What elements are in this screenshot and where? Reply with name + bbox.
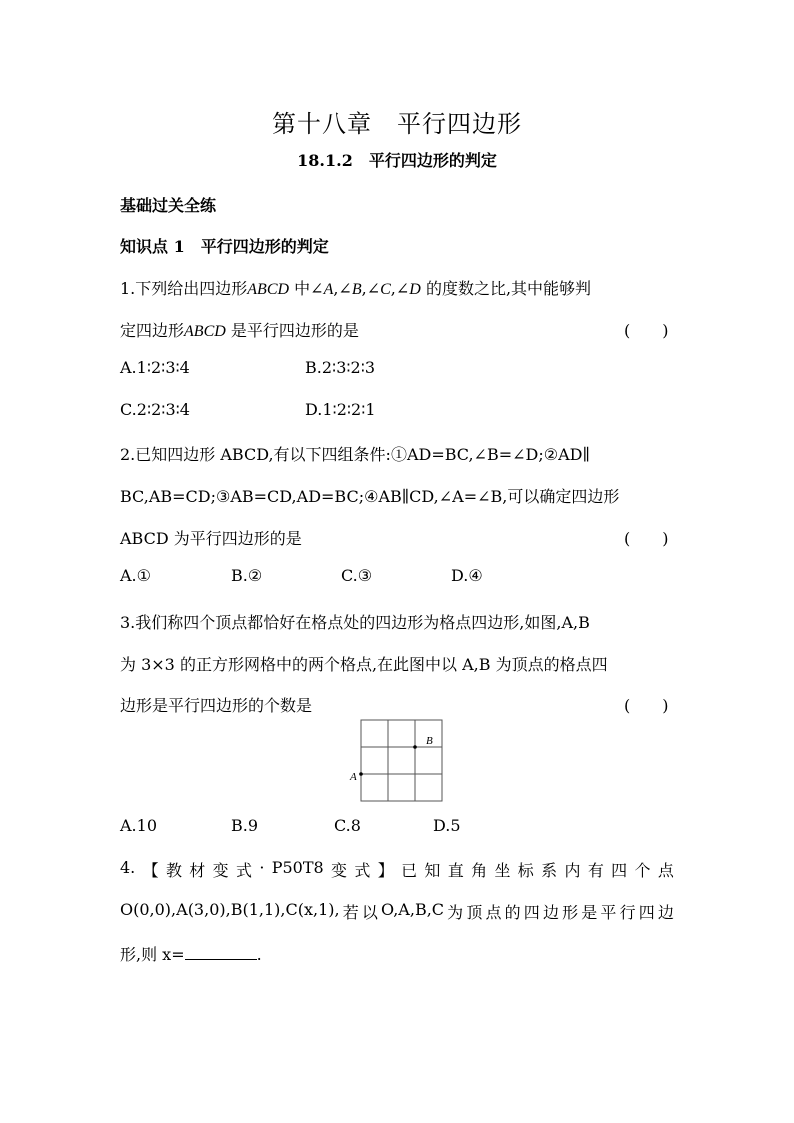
q4-token: 4. [120,858,136,877]
q4-token: 直 [447,861,464,880]
grid-lines [361,720,442,801]
q4-token: 式 [235,861,252,880]
q1-answer-paren: ( ) [624,321,669,340]
q2-option-d: D.④ [451,566,483,585]
q4-token: 四 [523,903,540,922]
q4-token: 个 [634,861,651,880]
q3-option-a: A.10 [120,816,157,835]
q3-line-2: 为 3×3 的正方形网格中的两个格点,在此图中以 A,B 为顶点的格点四 [120,655,608,674]
label-b: B [426,735,433,747]
q4-token: 】 [377,861,394,880]
q4-line-2 [120,900,674,923]
q4-token: 变 [212,861,229,880]
q4-token: 有 [587,861,604,880]
q4-token: 顶 [466,903,483,922]
q4-token: 【 [142,861,159,880]
q4-token: 边 [542,903,559,922]
q2-line-3: ABCD 为平行四边形的是 [120,529,302,548]
q4-token: 系 [541,861,558,880]
q4-token: 内 [564,861,581,880]
q1-option-d: D.1∶2∶2∶1 [305,400,376,419]
q2-answer-paren: ( ) [624,529,669,548]
q4-token: 点 [485,903,502,922]
q4-token: 式 [354,861,371,880]
q4-token: P50T8 [271,858,324,877]
q4-token: 已 [401,861,418,880]
q4-token: 为 [447,903,464,922]
q4-token: 四 [638,903,655,922]
q3-line-3: 边形是平行四边形的个数是 [120,696,313,715]
q3-option-d: D.5 [433,816,461,835]
q2-option-c: C.③ [341,566,373,585]
grid-point-b [413,745,417,749]
q1-option-a: A.1∶2∶3∶4 [120,358,190,377]
section-title: 18.1.2 平行四边形的判定 [297,151,497,170]
q3-option-c: C.8 [334,816,361,835]
knowledge-point-title: 知识点 1 平行四边形的判定 [120,237,329,256]
q3-line-1: 3.我们称四个顶点都恰好在格点处的四边形为格点四边形,如图,A,B [120,613,590,632]
q1-line-2: 定四边形ABCD 是平行四边形的是 [120,321,359,340]
q4-token: 以 [361,903,378,922]
q4-token: 行 [619,903,636,922]
q4-token: 四 [611,861,628,880]
q2-option-a: A.① [120,566,151,585]
q4-token: 角 [471,861,488,880]
q2-line-1: 2.已知四边形 ABCD,有以下四组条件:①AD=BC,∠B=∠D;②AD∥ [120,445,590,464]
q4-token: · [259,858,265,877]
q4-token: 材 [189,861,206,880]
q4-token: 形 [562,903,579,922]
q2-option-b: B.② [231,566,263,585]
q1-line-1: 1.下列给出四边形ABCD 中∠A,∠B,∠C,∠D 的度数之比,其中能够判 [120,279,592,298]
chapter-title: 第十八章 平行四边形 [272,110,522,138]
grid-point-a [359,772,363,776]
label-a: A [350,771,357,783]
q4-line-1 [120,858,674,881]
q3-option-b: B.9 [231,816,259,835]
q3-answer-paren: ( ) [624,696,669,715]
q4-token: 平 [600,903,617,922]
q4-token: 知 [424,861,441,880]
q4-token: 的 [504,903,521,922]
q1-option-c: C.2∶2∶3∶4 [120,400,190,419]
q4-token: O(0,0),A(3,0),B(1,1),C(x,1), [120,900,340,919]
q4-token: 若 [342,903,359,922]
q4-token: 边 [657,903,674,922]
q4-token: 标 [517,861,534,880]
q4-token: 教 [165,861,182,880]
q4-token: 是 [581,903,598,922]
q4-token: 变 [331,861,348,880]
practice-title: 基础过关全练 [120,196,217,215]
grid-figure [344,716,448,806]
q4-token: O,A,B,C [381,900,445,919]
q4-token: 坐 [494,861,511,880]
q2-line-2: BC,AB=CD;③AB=CD,AD=BC;④AB∥CD,∠A=∠B,可以确定四边形 [120,487,620,506]
q1-option-b: B.2∶3∶2∶3 [305,358,376,377]
q4-line-3: 形,则 x= . [120,945,262,964]
answer-blank[interactable] [185,945,257,960]
q4-token: 点 [657,861,674,880]
